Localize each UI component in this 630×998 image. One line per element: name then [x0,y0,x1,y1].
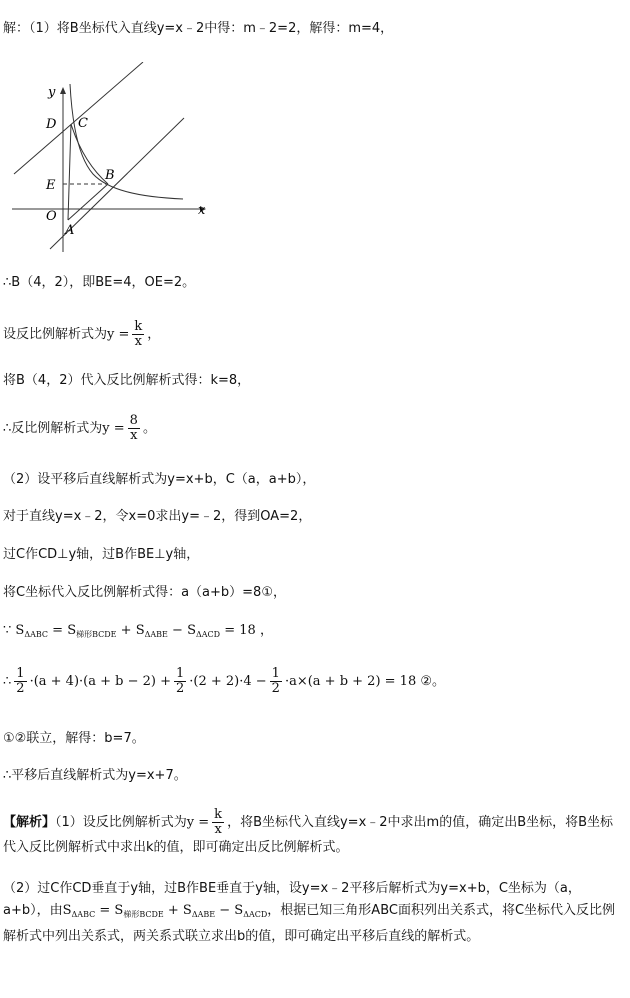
solution-line-5: ∴反比例解析式为y = $\frac{8}{x}$ 。 [3,413,156,443]
hyperbola-curve [70,84,183,199]
segment-cb [71,124,108,184]
solution-line-10: ∵ $S_{\Delta ABC} = S_{梯形BCDE} + S_{\Delta ABE} - S_{\Delta ACD} = 18$ ， [3,623,273,639]
fraction-8-over-x: $\frac{8}{x}$ [129,413,138,443]
analysis-paragraph-1: 【解析】（1）设反比例解析式为y = $\frac{k}{x}$ ，将B坐标代入直线y=x﹣2中求出m的值，确定出B坐标，将B坐标代入反比例解析式中求出k的值，即可确定出反比例解析式。 [3,807,614,855]
label-b: B [105,168,115,183]
label-d: D [46,117,57,132]
analysis-fraction-k-over-x: $\frac{k}{x}$ [214,807,223,837]
solution-line-6: （2）设平移后直线解析式为y=x+b，C（a，a+b）， [3,472,316,487]
label-x: x [198,203,206,218]
solution-line-2: ∴B（4，2），即BE=4，OE=2。 [3,275,196,290]
label-a: A [65,223,75,238]
label-e: E [46,178,56,193]
solution-line-7: 对于直线y=x﹣2，令x=0求出y=﹣2，得到OA=2， [3,509,312,524]
solution-line-9: 将C坐标代入反比例解析式得：a（a+b）=8①， [3,585,286,600]
solution-line-12: ①②联立，解得：b=7。 [3,731,145,746]
analysis-tag: 【解析】 [3,815,56,830]
solution-line-1: 解：（1）将B坐标代入直线y=x﹣2中得：m﹣2=2，解得：m=4， [3,21,394,36]
fraction-half-1: $\frac{1}{2}$ [16,666,25,696]
segment-ac [68,124,71,220]
solution-line-8: 过C作CD⊥y轴，过B作BE⊥y轴， [3,547,200,562]
analysis-paragraph-2: （2）过C作CD垂直于y轴，过B作BE垂直于y轴，设y=x﹣2平移后解析式为y=x+b，C坐标为（a，a+b），由$S_{\Delta ABC} = S_{梯形BCDE} + S_{\Delta ABE} - S_{\Delta ACD}$，根据已知三角形ABC面积列出关系式，将C坐标代入反比例解析式中列出关系式，两关系式联立求出b的值，即可确定出平移后直线的解析式。 [3,881,616,944]
y-axis-arrow [60,87,66,94]
solution-line-13: ∴平移后直线解析式为y=x+7。 [3,768,187,783]
fraction-half-3: $\frac{1}{2}$ [271,666,280,696]
coordinate-figure [8,62,238,262]
fraction-k-over-x: $\frac{k}{x}$ [134,319,143,349]
label-c: C [78,116,88,131]
label-o: O [46,209,57,224]
segment-ab [68,184,108,220]
solution-line-4: 将B（4，2）代入反比例解析式得：k=8， [3,373,251,388]
solution-line-11: ∴ $\frac{1}{2}$ ·(a + 4)·(a + b − 2) + $\frac{1}{2}$ ·(2 + 2)·4 − $\frac{1}{2}$ ·a×(a + b + 2) = 18 ②。 [3,666,446,696]
solution-line-3: 设反比例解析式为y = $\frac{k}{x}$ ， [3,319,161,349]
fraction-half-2: $\frac{1}{2}$ [175,666,185,696]
label-y: y [48,85,56,100]
